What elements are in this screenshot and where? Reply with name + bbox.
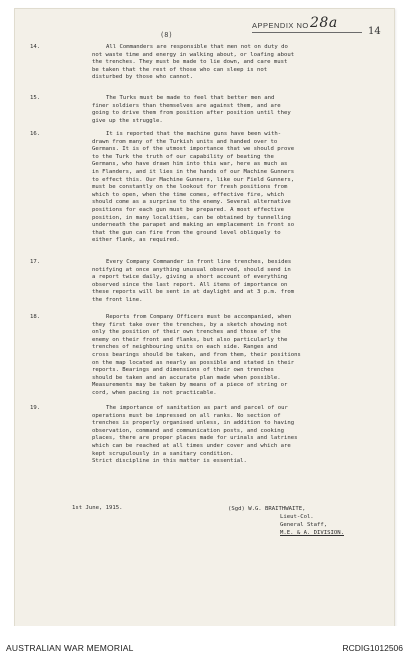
document-date: 1st June, 1915. — [72, 505, 123, 511]
signature-block — [228, 505, 344, 537]
paragraph-line: Germans, who have drawn him into this war, here as much as — [92, 161, 288, 168]
paragraph-line: the front line. — [92, 296, 143, 303]
signature-staff: General Staff, — [280, 522, 328, 528]
paragraph-line: to the Turk the truth of our capability of beating the — [92, 153, 274, 160]
paragraph-line: not waste time and energy in walking about, or loafing about — [92, 51, 295, 58]
paragraph-number: 19. — [30, 405, 41, 411]
paragraph-line: must be constantly on the lookout for fresh positions from — [92, 184, 288, 191]
paragraph-line: underneath the parapet and making an emplacement in front so — [92, 222, 295, 229]
appendix-label: APPENDIX NO — [252, 21, 309, 30]
archive-reference: RCDIG1012506 — [342, 643, 403, 653]
paragraph-line: operations must be impressed on all ranks. No section of — [92, 412, 281, 419]
paragraph-line: cord, when pacing is not practicable. — [92, 389, 217, 396]
paragraph-line: either flank, as required. — [92, 237, 180, 244]
paragraph-text — [92, 259, 370, 305]
paragraph-line: position, in many localities, can be obtained by tunnelling — [92, 214, 291, 221]
paragraph-line: Strict discipline in this matter is essential. — [92, 458, 247, 465]
paragraph-line: The Turks must be made to feel that better men and — [106, 95, 275, 101]
paragraph-line: observed since the last report. All items of importance on — [92, 281, 288, 288]
paragraph-line: Measurements may be taken by means of a piece of string or — [92, 382, 288, 389]
page-number-handwritten: 14 — [368, 26, 381, 37]
paragraph-text — [92, 95, 370, 125]
paragraph-number: 16. — [30, 131, 41, 137]
paragraph-line: trenches is properly organised unless, in addition to having — [92, 420, 295, 427]
signature-division: M.E. & A. DIVISION. — [280, 530, 344, 536]
paragraph-text — [92, 131, 370, 245]
paragraph-line: Every Company Commander in front line trenches, besides — [106, 259, 292, 265]
archive-footer — [0, 626, 409, 654]
paragraph-text — [92, 405, 370, 466]
paragraph-number: 18. — [30, 314, 41, 320]
paragraph-line: on the map located as nearly as possible and stated in their — [92, 359, 295, 366]
paragraph-line: trenches of neighbouring units on each side. Ranges and — [92, 344, 278, 351]
paragraph-number: 15. — [30, 95, 41, 101]
paragraph-line: they first take over the trenches, by a sketch showing not — [92, 321, 288, 328]
paragraph-line: in Flanders, and it lies in the hands of our Machine Gunners — [92, 168, 295, 175]
paragraph-line: places, there are proper places made for urinals and latrines — [92, 435, 298, 442]
paragraph-line: cross bearings should be taken, and from them, their positions — [92, 351, 301, 358]
paragraph-text — [92, 314, 370, 398]
paragraph-number: 14. — [30, 44, 41, 50]
paragraph-text — [92, 44, 370, 82]
paragraph-line: finer soldiers than themselves are against them, and are — [92, 102, 281, 109]
paragraph-line: positions for each gun must be prepared. A most effective — [92, 206, 284, 213]
appendix-stamp — [252, 15, 362, 33]
paragraph-line: enemy on their front and flanks, but also particularly the — [92, 336, 288, 343]
archive-name: AUSTRALIAN WAR MEMORIAL — [6, 643, 134, 653]
paragraph-line: Reports from Company Officers must be accompanied, when — [106, 314, 292, 320]
paragraph-line: be taken that the rest of those who can sleep is not — [92, 66, 268, 73]
paragraph-line: a report twice daily, giving a short account of everything — [92, 274, 288, 281]
paragraph-line: which can be reached at all times under cover and which are — [92, 442, 291, 449]
paragraph-line: disturbed by those who cannot. — [92, 74, 194, 81]
paragraph-line: these reports will be sent in at daylight and at 3 p.m. from — [92, 289, 295, 296]
appendix-number: 28a — [310, 15, 338, 31]
paragraph-line: notifying at once anything unusual observed, should send in — [92, 266, 291, 273]
paragraph-line: Germans. It is of the utmost importance that we should prove — [92, 146, 295, 153]
paragraph-line: which to open, when the time comes, effective fire, which — [92, 191, 284, 198]
paragraph-line: drawn from many of the Turkish units and handed over to — [92, 138, 278, 145]
page-number-typed: (8) — [160, 31, 173, 39]
paragraph-line: reports. Bearings and dimensions of their own trenches — [92, 367, 274, 374]
paragraph-line: should be taken and an accurate plan made when possible. — [92, 374, 281, 381]
signature-name: (Sgd) W.G. BRAITHWAITE, — [228, 506, 306, 512]
paragraph-line: kept scrupulously in a sanitary condition. — [92, 450, 234, 457]
paragraph-line: going to drive them from position after position until they — [92, 110, 291, 117]
paragraph-line: to effect this. Our Machine Gunners, like our Field Gunners, — [92, 176, 295, 183]
paragraph-number: 17. — [30, 259, 41, 265]
paragraph-line: give up the struggle. — [92, 117, 163, 124]
signature-rank: Lieut-Col. — [280, 514, 314, 520]
paragraph-line: All Commanders are responsible that men not on duty do — [106, 44, 288, 50]
paragraph-line: the trenches. They must be made to lie down, and care must — [92, 59, 288, 66]
paragraph-line: only the position of their own trenches and those of the — [92, 329, 281, 336]
paragraph-line: It is reported that the machine guns have been with- — [106, 131, 282, 137]
paragraph-line: should come as a surprise to the enemy. Several alternative — [92, 199, 291, 206]
paragraph-line: observation, command and communication posts, and cooking — [92, 427, 284, 434]
paragraph-line: The importance of sanitation as part and parcel of our — [106, 405, 288, 411]
paragraph-line: that the gun can fire from the ground level obliquely to — [92, 229, 281, 236]
